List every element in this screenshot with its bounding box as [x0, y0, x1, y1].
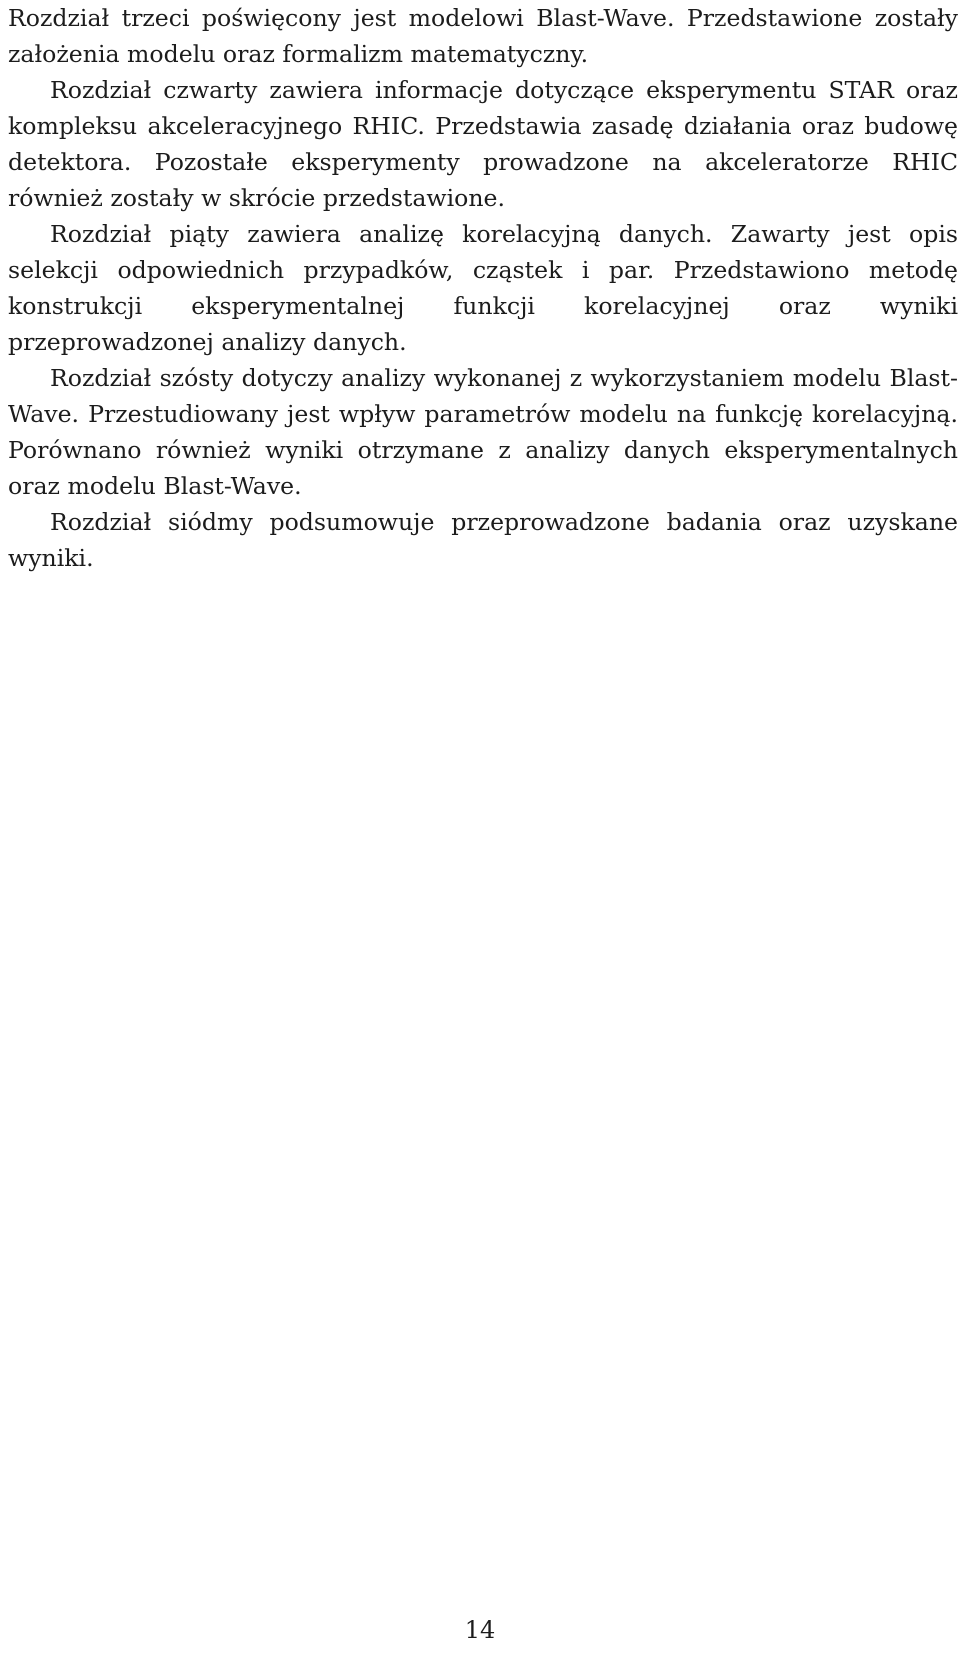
- paragraph-chapter-5: Rozdział piąty zawiera analizę korelacyjną danych. Zawarty jest opis selekcji odpowiednich przypadków, cząstek i par. Przedstawiono metodę konstrukcji eksperymentalnej funkcji korelacyjnej oraz wyniki przeprowadzonej analizy danych.: [8, 220, 958, 356]
- paragraph-chapter-4: Rozdział czwarty zawiera informacje dotyczące eksperymentu STAR oraz kompleksu akceleracyjnego RHIC. Przedstawia zasadę działania oraz budowę detektora. Pozostałe eksperymenty prowadzone na akceleratorze RHIC również zostały w skrócie przedstawione.: [8, 76, 958, 212]
- paragraph-chapter-6: Rozdział szósty dotyczy analizy wykonanej z wykorzystaniem modelu Blast-Wave. Przestudiowany jest wpływ parametrów modelu na funkcję korelacyjną. Porównano również wyniki otrzymane z analizy danych eksperymentalnych oraz modelu Blast-Wave.: [8, 364, 958, 500]
- paragraph-chapter-7: Rozdział siódmy podsumowuje przeprowadzone badania oraz uzyskane wyniki.: [8, 508, 958, 572]
- page-body: [8, 0, 958, 576]
- page-number: 14: [464, 1616, 496, 1644]
- paragraph-chapter-3: Rozdział trzeci poświęcony jest modelowi Blast-Wave. Przedstawione zostały założenia modelu oraz formalizm matematyczny.: [8, 4, 958, 68]
